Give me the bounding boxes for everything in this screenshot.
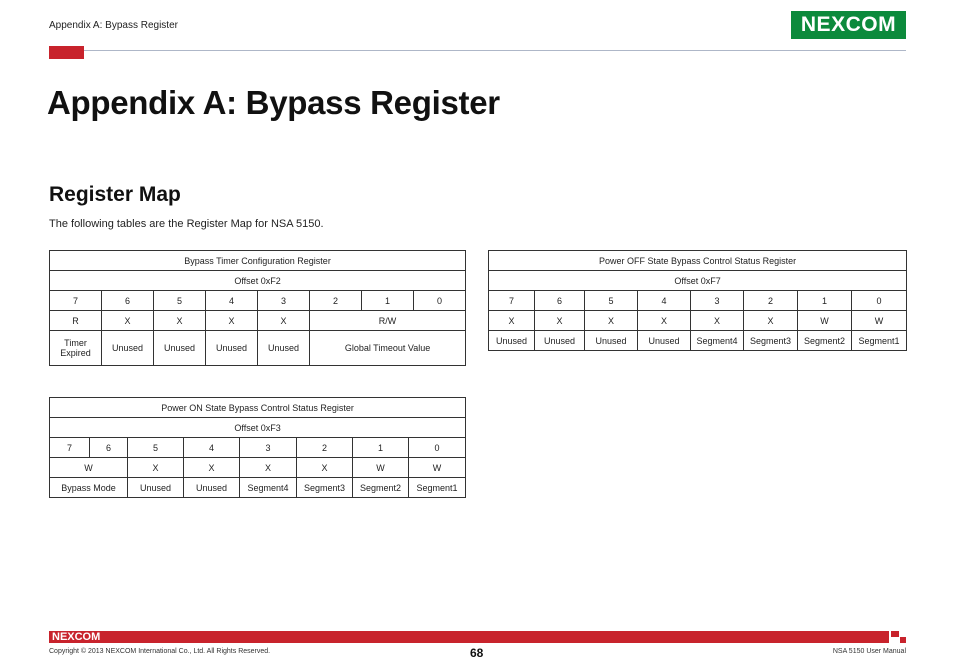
access-cell: W [409, 458, 466, 478]
bit-cell: 2 [744, 291, 798, 311]
access-cell: W [798, 311, 852, 331]
bit-cell: 5 [154, 291, 206, 311]
desc-cell: Segment4 [240, 478, 297, 498]
bit-cell: 2 [297, 438, 353, 458]
desc-cell: Bypass Mode [50, 478, 128, 498]
header-red-tab [49, 46, 84, 59]
access-cell: R [50, 311, 102, 331]
bit-cell: 3 [240, 438, 297, 458]
access-cell: W [353, 458, 409, 478]
register-table-f2 [49, 250, 466, 366]
bit-cell: 0 [414, 291, 466, 311]
header-section-text: Appendix A: Bypass Register [49, 20, 178, 31]
access-cell: X [128, 458, 184, 478]
bit-cell: 3 [691, 291, 744, 311]
desc-cell: Unused [535, 331, 585, 351]
bit-cell: 0 [409, 438, 466, 458]
bit-cell: 7 [50, 438, 90, 458]
access-cell: X [489, 311, 535, 331]
bit-cell: 4 [184, 438, 240, 458]
table-title: Power ON State Bypass Control Status Register [50, 398, 466, 418]
footer-manual-name: NSA 5150 User Manual [832, 648, 906, 655]
desc-cell: Segment2 [798, 331, 852, 351]
footer-square-icon [891, 631, 899, 637]
bit-cell: 6 [102, 291, 154, 311]
access-cell: W [852, 311, 907, 331]
logo-text-right: COM [845, 13, 897, 36]
desc-cell: Unused [102, 331, 154, 366]
desc-cell: Unused [184, 478, 240, 498]
bit-cell: 4 [206, 291, 258, 311]
desc-cell: Unused [154, 331, 206, 366]
register-table-f3 [49, 397, 466, 498]
access-cell: X [744, 311, 798, 331]
desc-cell: Unused [258, 331, 310, 366]
desc-cell-timer-expired [50, 331, 102, 366]
desc-cell: Segment2 [353, 478, 409, 498]
desc-cell: Unused [585, 331, 638, 351]
table-offset: Offset 0xF3 [50, 418, 466, 438]
table-title: Power OFF State Bypass Control Status Register [489, 251, 907, 271]
bit-cell: 7 [489, 291, 535, 311]
access-cell: X [258, 311, 310, 331]
desc-cell: Unused [128, 478, 184, 498]
bit-cell: 6 [90, 438, 128, 458]
bit-cell: 0 [852, 291, 907, 311]
footer-copyright: Copyright © 2013 NEXCOM International Co., Ltd. All Rights Reserved. [49, 648, 271, 655]
access-cell: X [154, 311, 206, 331]
intro-paragraph: The following tables are the Register Map for NSA 5150. [49, 218, 324, 230]
access-cell: X [102, 311, 154, 331]
access-cell: X [691, 311, 744, 331]
page-number: 68 [470, 646, 484, 660]
bit-cell: 5 [585, 291, 638, 311]
nexcom-logo [791, 11, 906, 39]
bit-cell: 1 [798, 291, 852, 311]
access-cell: X [297, 458, 353, 478]
bit-cell: 1 [362, 291, 414, 311]
logo-text-x: X [831, 13, 846, 36]
bit-cell: 2 [310, 291, 362, 311]
table-offset: Offset 0xF7 [489, 271, 907, 291]
header-rule [49, 50, 906, 51]
logo-text-left: NE [800, 13, 832, 36]
desc-cell: Global Timeout Value [310, 331, 466, 366]
access-cell: X [585, 311, 638, 331]
table-offset: Offset 0xF2 [50, 271, 466, 291]
register-table-f7 [488, 250, 907, 351]
desc-cell: Segment3 [297, 478, 353, 498]
desc-cell: Unused [206, 331, 258, 366]
desc-cell: Segment1 [409, 478, 466, 498]
access-cell: X [184, 458, 240, 478]
footer-bar [49, 631, 889, 643]
section-subtitle: Register Map [49, 183, 181, 206]
access-cell: X [240, 458, 297, 478]
bit-cell: 6 [535, 291, 585, 311]
desc-line: Timer [64, 338, 87, 348]
desc-cell: Segment1 [852, 331, 907, 351]
page-title: Appendix A: Bypass Register [47, 84, 500, 121]
access-cell: R/W [310, 311, 466, 331]
desc-cell: Unused [638, 331, 691, 351]
desc-line: Expired [60, 348, 91, 358]
desc-cell: Segment3 [744, 331, 798, 351]
access-cell: X [206, 311, 258, 331]
access-cell: W [50, 458, 128, 478]
bit-cell: 5 [128, 438, 184, 458]
bit-cell: 3 [258, 291, 310, 311]
footer-square-icon [900, 637, 906, 643]
table-title: Bypass Timer Configuration Register [50, 251, 466, 271]
access-cell: X [535, 311, 585, 331]
desc-cell: Unused [489, 331, 535, 351]
bit-cell: 4 [638, 291, 691, 311]
desc-cell: Segment4 [691, 331, 744, 351]
access-cell: X [638, 311, 691, 331]
footer-logo: NEXCOM [52, 631, 101, 643]
bit-cell: 7 [50, 291, 102, 311]
bit-cell: 1 [353, 438, 409, 458]
